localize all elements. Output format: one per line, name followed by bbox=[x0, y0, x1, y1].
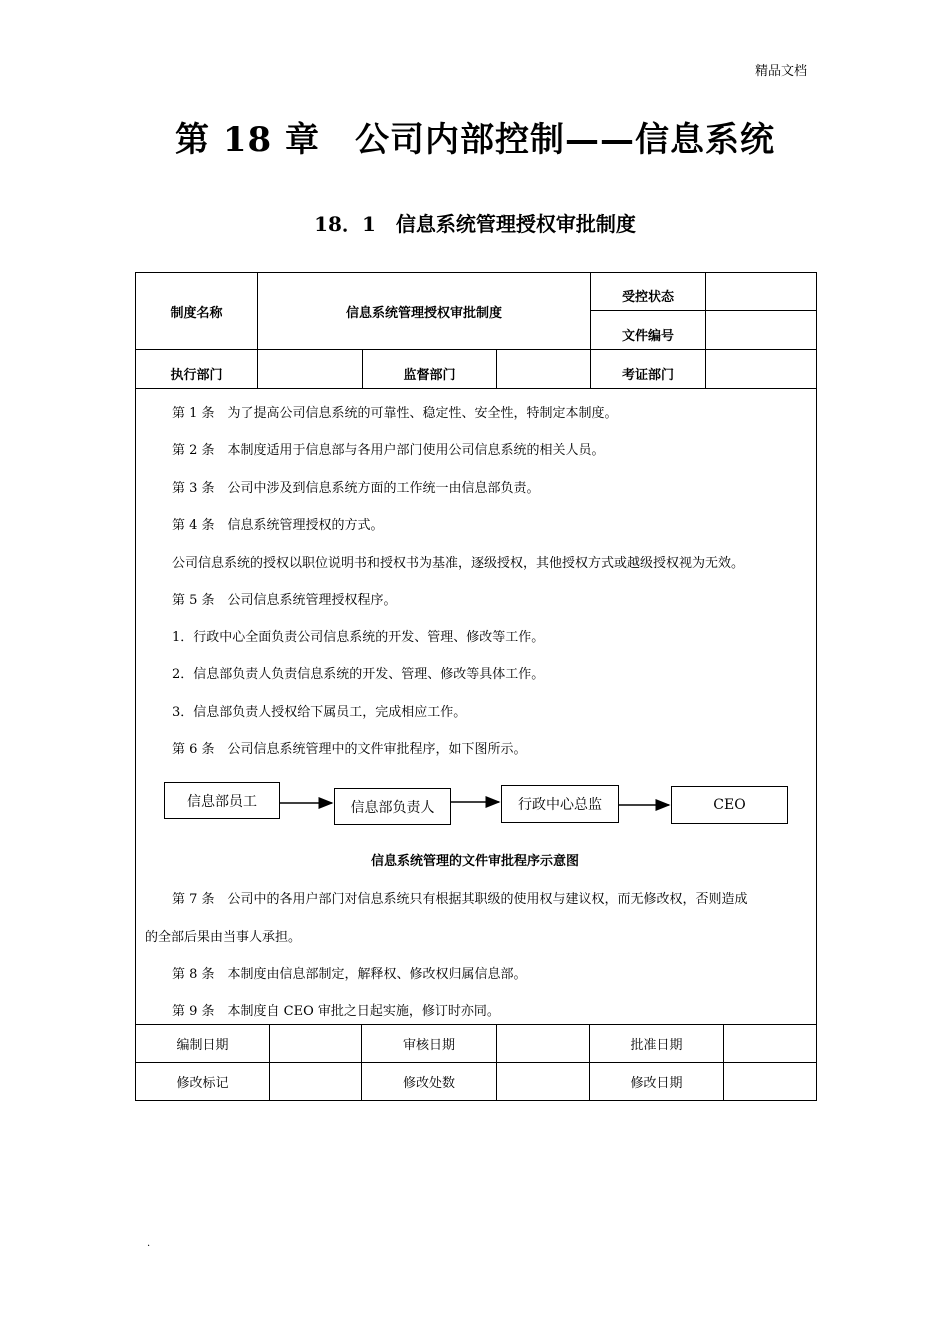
revision-date-label: 修改日期 bbox=[630, 1076, 683, 1091]
verify-dept-label: 考证部门 bbox=[621, 367, 674, 383]
article-4: 第 4 条 信息系统管理授权的方式。 bbox=[172, 518, 384, 533]
review-date-label: 审核日期 bbox=[402, 1038, 455, 1053]
compile-date-label: 编制日期 bbox=[176, 1038, 229, 1053]
section-title: 18．1 信息系统管理授权审批制度 bbox=[314, 212, 636, 236]
flow-step-staff: 信息部员工 bbox=[164, 782, 280, 819]
policy-name-label: 制度名称 bbox=[170, 305, 223, 321]
flow-step-dept-head: 信息部负责人 bbox=[334, 788, 451, 825]
article-8: 第 8 条 本制度由信息部制定，解释权、修改权归属信息部。 bbox=[172, 967, 527, 982]
article-2: 第 2 条 本制度适用于信息部与各用户部门使用公司信息系统的相关人员。 bbox=[172, 443, 605, 458]
article-9: 第 9 条 本制度自 CEO 审批之日起实施，修订时亦同。 bbox=[172, 1004, 500, 1019]
article-5-item-1: 1．行政中心全面负责公司信息系统的开发、管理、修改等工作。 bbox=[172, 630, 545, 645]
control-status-label: 受控状态 bbox=[621, 290, 674, 305]
revision-mark-label: 修改标记 bbox=[176, 1076, 229, 1091]
article-5-item-2: 2．信息部负责人负责信息系统的开发、管理、修改等具体工作。 bbox=[172, 667, 545, 682]
revision-place-label: 修改处数 bbox=[402, 1076, 455, 1091]
chapter-title: 第 18 章 公司内部控制——信息系统 bbox=[175, 120, 775, 160]
flow-step-admin-director: 行政中心总监 bbox=[501, 785, 619, 823]
article-7-line-1: 第 7 条 公司中的各用户部门对信息系统只有根据其职级的使用权与建议权，而无修改权，否则造成 bbox=[172, 892, 748, 907]
exec-dept-label: 执行部门 bbox=[170, 367, 223, 383]
flow-caption: 信息系统管理的文件审批程序示意图 bbox=[370, 854, 579, 869]
footer-dot: . bbox=[147, 1238, 151, 1249]
doc-number-label: 文件编号 bbox=[621, 328, 674, 344]
supervise-dept-label: 监督部门 bbox=[403, 367, 456, 383]
flow-step-ceo: CEO bbox=[671, 786, 788, 824]
policy-name-value: 信息系统管理授权审批制度 bbox=[345, 305, 502, 321]
article-3: 第 3 条 公司中涉及到信息系统方面的工作统一由信息部负责。 bbox=[172, 481, 540, 496]
article-5: 第 5 条 公司信息系统管理授权程序。 bbox=[172, 593, 397, 608]
article-7-line-2: 的全部后果由当事人承担。 bbox=[145, 930, 302, 945]
article-5-item-3: 3．信息部负责人授权给下属员工，完成相应工作。 bbox=[172, 705, 467, 720]
article-1: 第 1 条 为了提高公司信息系统的可靠性、稳定性、安全性，特制定本制度。 bbox=[172, 406, 618, 421]
article-6: 第 6 条 公司信息系统管理中的文件审批程序，如下图所示。 bbox=[172, 742, 527, 757]
approve-date-label: 批准日期 bbox=[630, 1038, 683, 1053]
article-4-detail: 公司信息系统的授权以职位说明书和授权书为基准，逐级授权，其他授权方式或越级授权视为无效。 bbox=[172, 556, 745, 571]
header-mark: 精品文档 bbox=[754, 64, 807, 79]
